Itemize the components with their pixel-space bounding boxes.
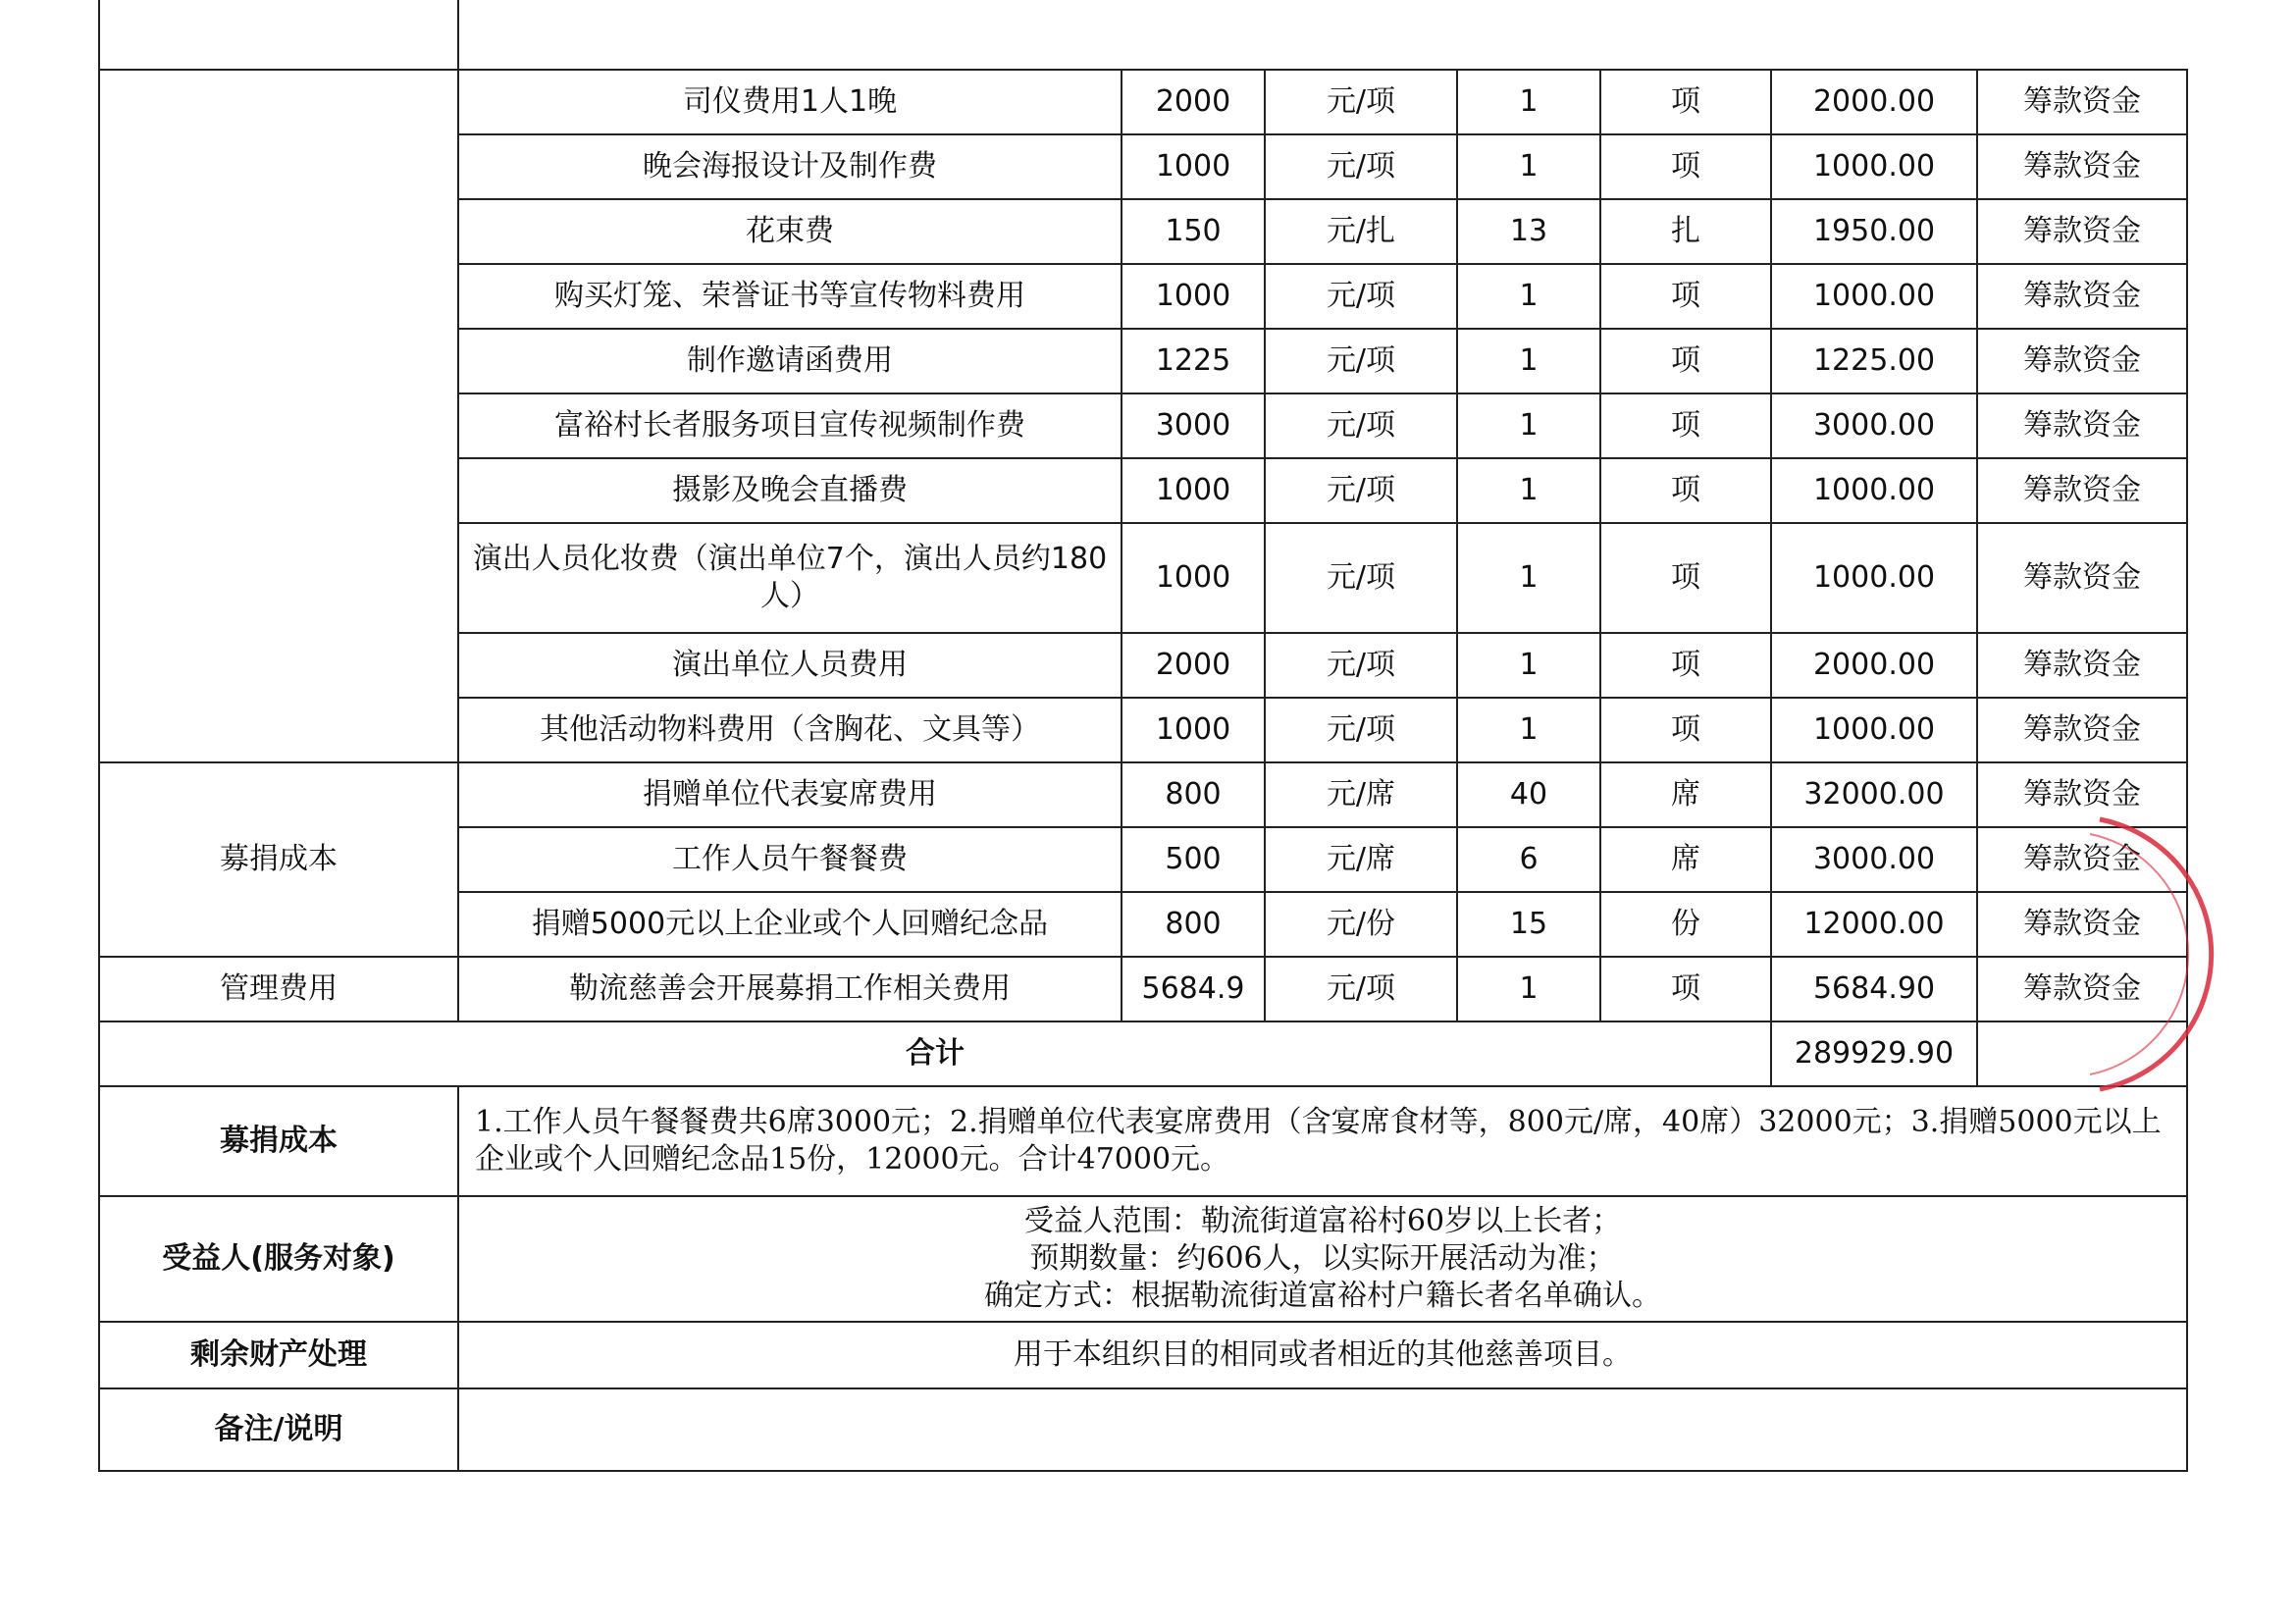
source-cell: 筹款资金 <box>1977 633 2187 698</box>
amount-cell: 3000.00 <box>1771 393 1977 458</box>
beneficiary-text <box>458 1196 2187 1322</box>
official-seal <box>2080 805 2296 1099</box>
price-cell: 800 <box>1122 892 1265 957</box>
fundraising-cost-text: 1.工作人员午餐餐费共6席3000元；2.捐赠单位代表宴席费用（含宴席食材等，800元/席，40席）32000元；3.捐赠5000元以上企业或个人回赠纪念品15份，12000元。合计47000元。 <box>458 1086 2187 1196</box>
qty-cell: 1 <box>1457 134 1600 199</box>
unit-price-cell: 元/项 <box>1265 523 1457 633</box>
unit-cell: 项 <box>1600 329 1771 393</box>
category-border-continuation <box>457 0 459 69</box>
qty-cell: 1 <box>1457 264 1600 329</box>
unit-cell: 项 <box>1600 264 1771 329</box>
unit-cell: 项 <box>1600 957 1771 1021</box>
price-cell: 1000 <box>1122 523 1265 633</box>
category-cell-fundraising: 募捐成本 <box>99 762 458 957</box>
amount-cell: 1950.00 <box>1771 199 1977 264</box>
unit-cell: 项 <box>1600 523 1771 633</box>
qty-cell: 1 <box>1457 633 1600 698</box>
source-cell: 筹款资金 <box>1977 199 2187 264</box>
residual-row <box>99 1322 2187 1388</box>
amount-cell: 12000.00 <box>1771 892 1977 957</box>
amount-cell: 1000.00 <box>1771 523 1977 633</box>
item-cell: 演出单位人员费用 <box>458 633 1122 698</box>
unit-cell: 项 <box>1600 698 1771 762</box>
amount-cell: 2000.00 <box>1771 633 1977 698</box>
unit-price-cell: 元/席 <box>1265 827 1457 892</box>
source-cell: 筹款资金 <box>1977 458 2187 523</box>
fundraising-cost-row <box>99 1086 2187 1196</box>
source-cell: 筹款资金 <box>1977 523 2187 633</box>
unit-price-cell: 元/份 <box>1265 892 1457 957</box>
item-cell: 制作邀请函费用 <box>458 329 1122 393</box>
remark-label: 备注/说明 <box>99 1388 458 1471</box>
unit-price-cell: 元/扎 <box>1265 199 1457 264</box>
seal-ring <box>2100 819 2212 1089</box>
source-cell: 筹款资金 <box>1977 892 2187 957</box>
total-row <box>99 1021 2187 1086</box>
source-cell: 筹款资金 <box>1977 957 2187 1021</box>
price-cell: 3000 <box>1122 393 1265 458</box>
qty-cell: 13 <box>1457 199 1600 264</box>
unit-cell: 项 <box>1600 134 1771 199</box>
unit-cell: 扎 <box>1600 199 1771 264</box>
item-cell: 其他活动物料费用（含胸花、文具等） <box>458 698 1122 762</box>
unit-cell: 席 <box>1600 827 1771 892</box>
unit-cell: 项 <box>1600 393 1771 458</box>
source-cell: 筹款资金 <box>1977 827 2187 892</box>
qty-cell: 1 <box>1457 393 1600 458</box>
beneficiary-scope: 受益人范围：勒流街道富裕村60岁以上长者； <box>1023 1204 1622 1238</box>
price-cell: 1225 <box>1122 329 1265 393</box>
total-amount: 289929.90 <box>1771 1021 1977 1086</box>
price-cell: 800 <box>1122 762 1265 827</box>
item-cell: 摄影及晚会直播费 <box>458 458 1122 523</box>
remark-row <box>99 1388 2187 1471</box>
source-cell: 筹款资金 <box>1977 329 2187 393</box>
beneficiary-count: 预期数量：约606人，以实际开展活动为准； <box>1029 1241 1616 1276</box>
price-cell: 150 <box>1122 199 1265 264</box>
unit-price-cell: 元/项 <box>1265 458 1457 523</box>
item-cell: 工作人员午餐餐费 <box>458 827 1122 892</box>
amount-cell: 32000.00 <box>1771 762 1977 827</box>
amount-cell: 1000.00 <box>1771 264 1977 329</box>
source-cell: 筹款资金 <box>1977 134 2187 199</box>
price-cell: 1000 <box>1122 458 1265 523</box>
unit-price-cell: 元/项 <box>1265 70 1457 134</box>
price-cell: 5684.9 <box>1122 957 1265 1021</box>
total-label: 合计 <box>99 1021 1771 1086</box>
qty-cell: 40 <box>1457 762 1600 827</box>
amount-cell: 5684.90 <box>1771 957 1977 1021</box>
unit-price-cell: 元/项 <box>1265 633 1457 698</box>
item-cell: 富裕村长者服务项目宣传视频制作费 <box>458 393 1122 458</box>
item-cell: 晚会海报设计及制作费 <box>458 134 1122 199</box>
item-cell: 捐赠5000元以上企业或个人回赠纪念品 <box>458 892 1122 957</box>
price-cell: 1000 <box>1122 264 1265 329</box>
beneficiary-row <box>99 1196 2187 1322</box>
item-cell: 捐赠单位代表宴席费用 <box>458 762 1122 827</box>
unit-price-cell: 元/项 <box>1265 329 1457 393</box>
table-row <box>99 957 2187 1021</box>
item-cell: 购买灯笼、荣誉证书等宣传物料费用 <box>458 264 1122 329</box>
table-row <box>99 762 2187 827</box>
source-cell: 筹款资金 <box>1977 264 2187 329</box>
price-cell: 1000 <box>1122 698 1265 762</box>
budget-table <box>98 69 2188 1472</box>
qty-cell: 1 <box>1457 458 1600 523</box>
seal-inner-ring <box>2090 834 2188 1074</box>
unit-cell: 份 <box>1600 892 1771 957</box>
source-cell: 筹款资金 <box>1977 393 2187 458</box>
remark-text <box>458 1388 2187 1471</box>
price-cell: 2000 <box>1122 70 1265 134</box>
table-row <box>99 70 2187 134</box>
source-cell: 筹款资金 <box>1977 70 2187 134</box>
qty-cell: 15 <box>1457 892 1600 957</box>
amount-cell: 3000.00 <box>1771 827 1977 892</box>
unit-cell: 席 <box>1600 762 1771 827</box>
price-cell: 500 <box>1122 827 1265 892</box>
item-cell: 花束费 <box>458 199 1122 264</box>
beneficiary-label: 受益人(服务对象) <box>99 1196 458 1322</box>
source-cell: 筹款资金 <box>1977 762 2187 827</box>
item-cell: 司仪费用1人1晚 <box>458 70 1122 134</box>
unit-price-cell: 元/项 <box>1265 698 1457 762</box>
unit-price-cell: 元/项 <box>1265 393 1457 458</box>
left-border-continuation <box>98 0 100 69</box>
price-cell: 2000 <box>1122 633 1265 698</box>
amount-cell: 2000.00 <box>1771 70 1977 134</box>
qty-cell: 1 <box>1457 698 1600 762</box>
qty-cell: 1 <box>1457 957 1600 1021</box>
item-cell: 勒流慈善会开展募捐工作相关费用 <box>458 957 1122 1021</box>
residual-text: 用于本组织目的相同或者相近的其他慈善项目。 <box>458 1322 2187 1388</box>
unit-price-cell: 元/项 <box>1265 264 1457 329</box>
unit-price-cell: 元/项 <box>1265 134 1457 199</box>
category-cell-management: 管理费用 <box>99 957 458 1021</box>
unit-price-cell: 元/席 <box>1265 762 1457 827</box>
unit-price-cell: 元/项 <box>1265 957 1457 1021</box>
qty-cell: 6 <box>1457 827 1600 892</box>
qty-cell: 1 <box>1457 70 1600 134</box>
source-cell: 筹款资金 <box>1977 698 2187 762</box>
unit-cell: 项 <box>1600 633 1771 698</box>
qty-cell: 1 <box>1457 523 1600 633</box>
amount-cell: 1000.00 <box>1771 134 1977 199</box>
unit-cell: 项 <box>1600 70 1771 134</box>
amount-cell: 1000.00 <box>1771 698 1977 762</box>
residual-label: 剩余财产处理 <box>99 1322 458 1388</box>
amount-cell: 1225.00 <box>1771 329 1977 393</box>
unit-cell: 项 <box>1600 458 1771 523</box>
fundraising-cost-label: 募捐成本 <box>99 1086 458 1196</box>
amount-cell: 1000.00 <box>1771 458 1977 523</box>
beneficiary-method: 确定方式：根据勒流街道富裕村户籍长者名单确认。 <box>984 1279 1661 1313</box>
item-cell: 演出人员化妆费（演出单位7个，演出人员约180人） <box>458 523 1122 633</box>
price-cell: 1000 <box>1122 134 1265 199</box>
qty-cell: 1 <box>1457 329 1600 393</box>
category-cell-continued <box>99 70 458 762</box>
